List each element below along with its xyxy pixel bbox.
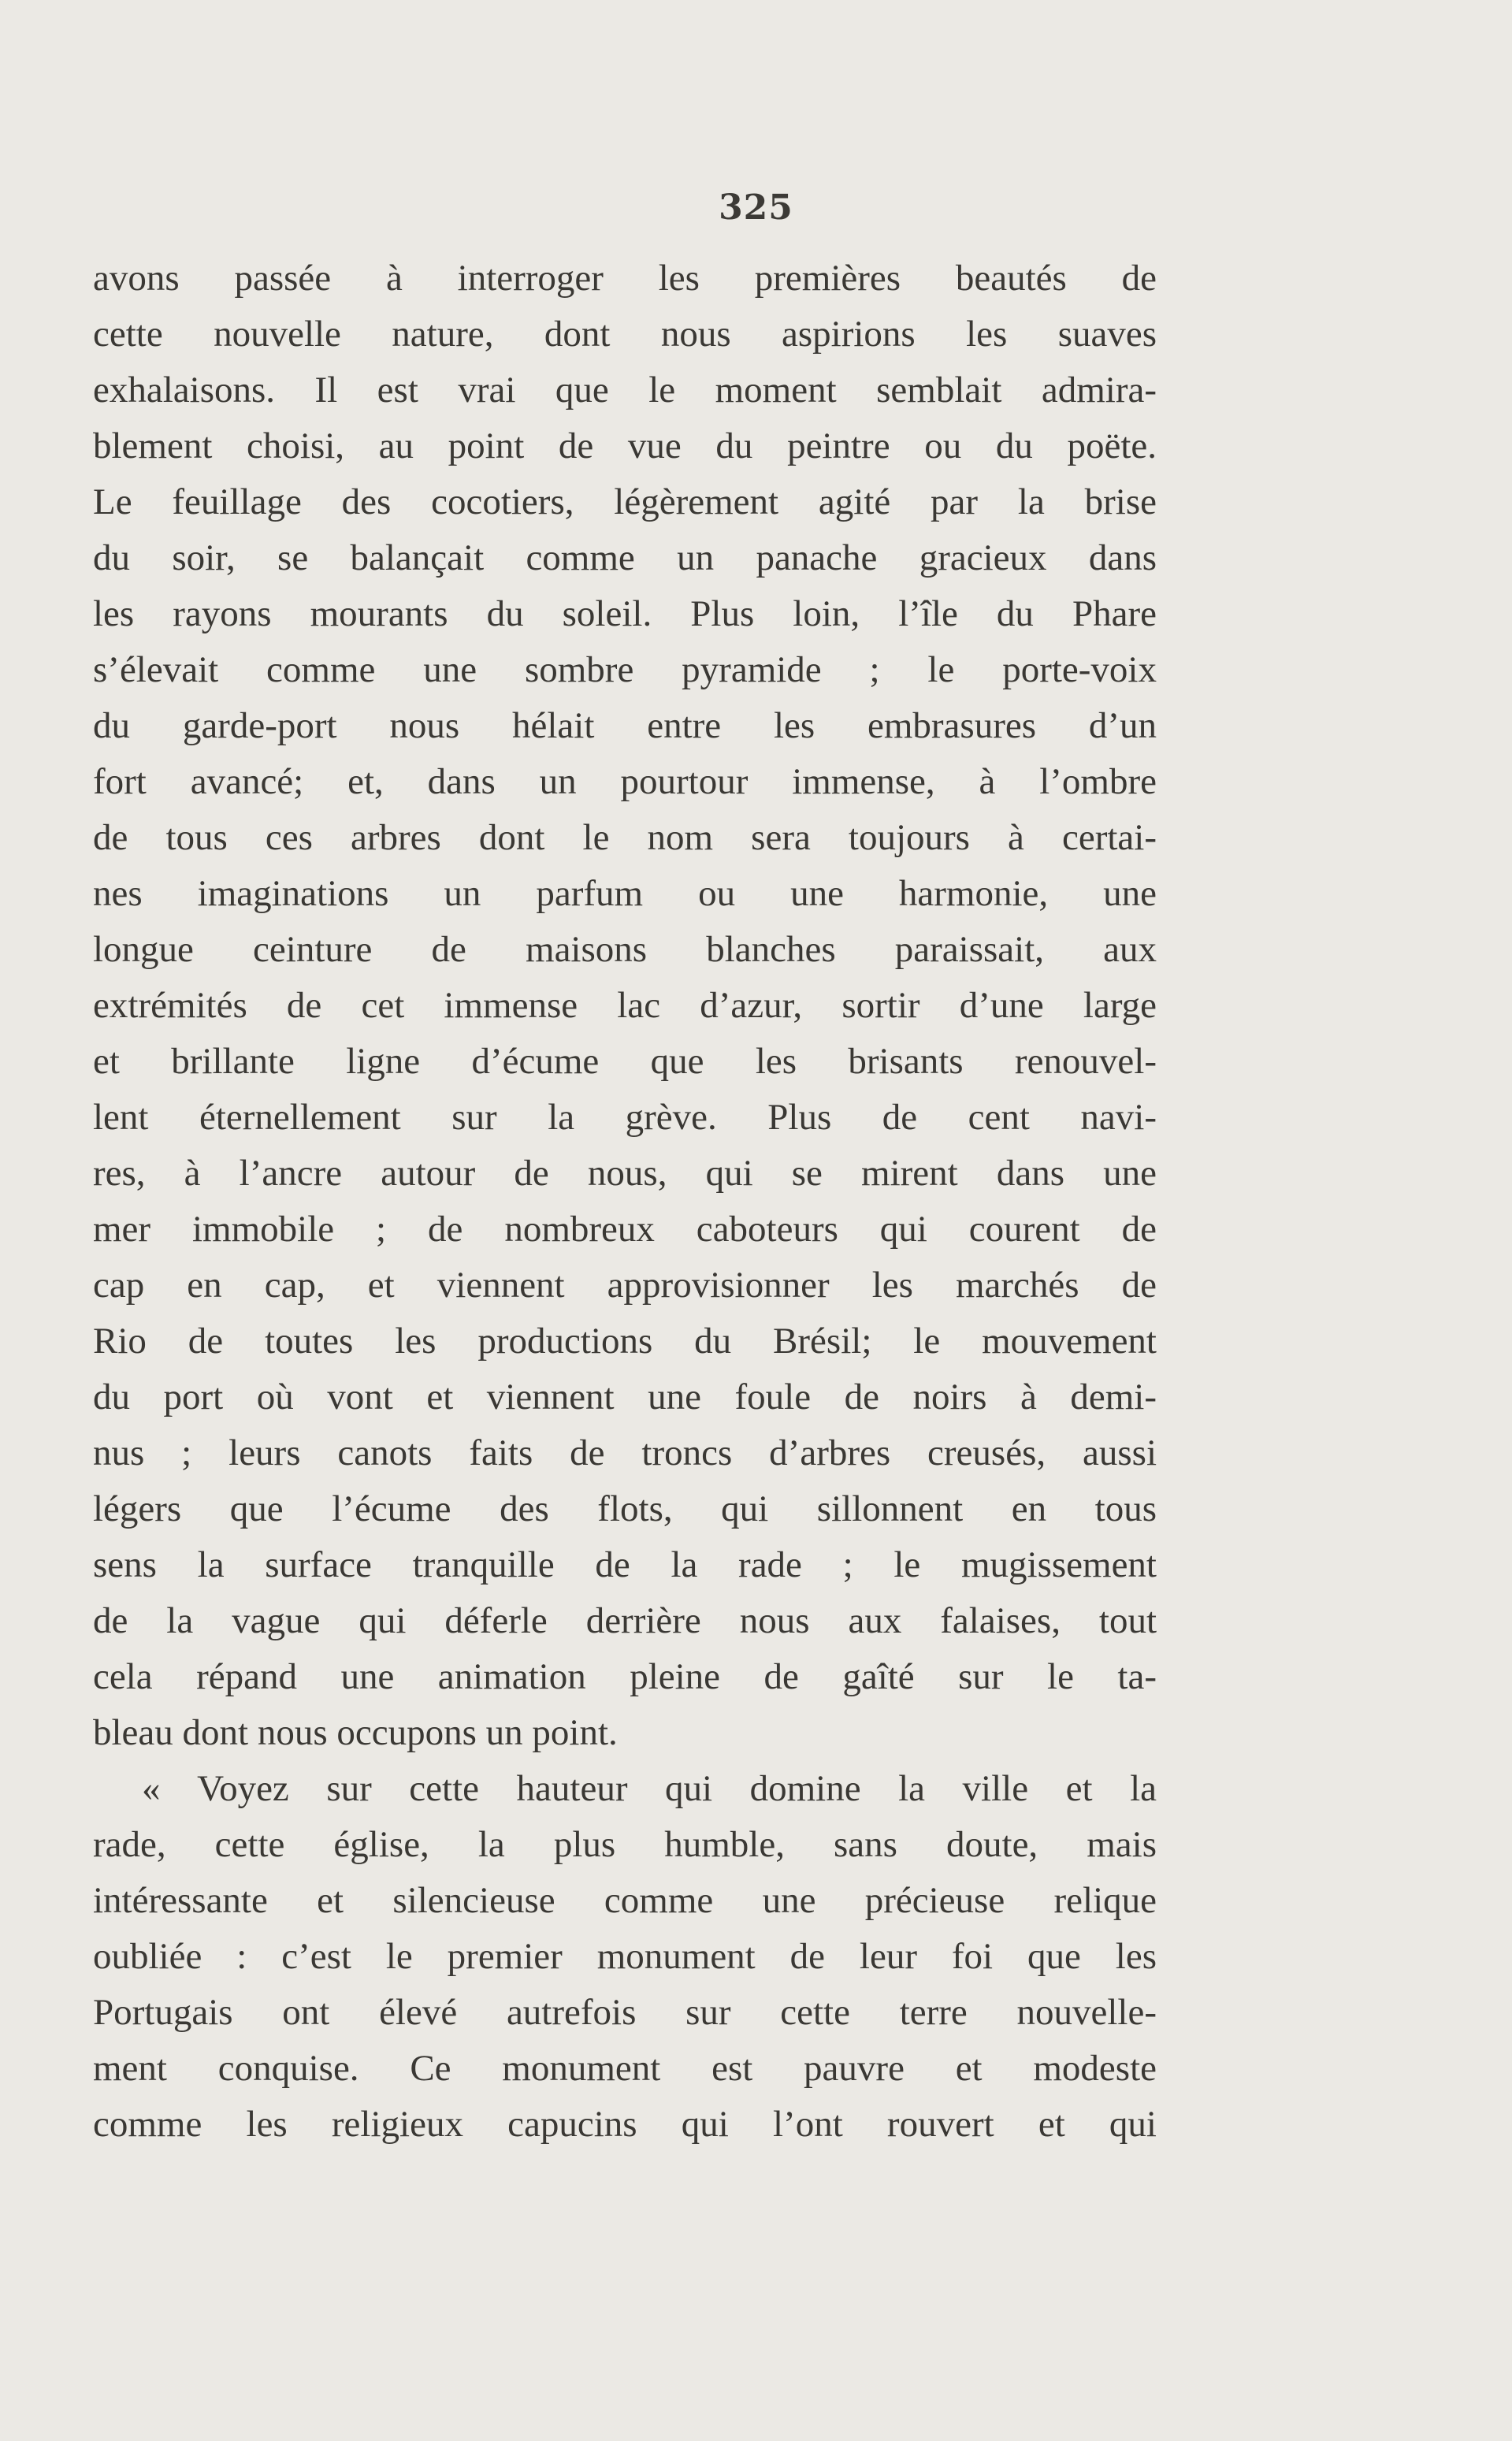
text-line: rade, cette église, la plus humble, sans doute, mais	[93, 1824, 1157, 1865]
text-line: bleau dont nous occupons un point.	[93, 1712, 618, 1753]
text-line: du port où vont et viennent une foule de noirs à demi-	[93, 1377, 1157, 1417]
text-line: ment conquise. Ce monument est pauvre et modeste	[93, 2048, 1157, 2089]
text-line: « Voyez sur cette hauteur qui domine la ville et la	[142, 1768, 1157, 1809]
text-line: les rayons mourants du soleil. Plus loin, l’île du Phare	[93, 593, 1157, 634]
text-line: intéressante et silencieuse comme une précieuse relique	[93, 1880, 1157, 1921]
paragraph	[93, 1761, 1157, 2153]
text-line: légers que l’écume des flots, qui sillonnent en tous	[93, 1488, 1157, 1529]
text-line: et brillante ligne d’écume que les brisants renouvel-	[93, 1041, 1157, 1082]
text-line: res, à l’ancre autour de nous, qui se mirent dans une	[93, 1153, 1157, 1194]
paragraph	[93, 251, 1157, 1761]
body-text	[93, 251, 1157, 2153]
text-line: du garde-port nous hélait entre les embrasures d’un	[93, 705, 1157, 746]
text-line: lent éternellement sur la grève. Plus de cent navi-	[93, 1097, 1157, 1138]
page-number: 325	[719, 188, 793, 228]
text-line: de tous ces arbres dont le nom sera toujours à certai-	[93, 817, 1157, 858]
text-line: Rio de toutes les productions du Brésil; le mouvement	[93, 1321, 1157, 1362]
text-line: blement choisi, au point de vue du peintre ou du poëte.	[93, 425, 1157, 466]
text-line: exhalaisons. Il est vrai que le moment semblait admira-	[93, 370, 1157, 411]
text-line: fort avancé; et, dans un pourtour immense, à l’ombre	[93, 761, 1157, 802]
text-line: cette nouvelle nature, dont nous aspirions les suaves	[93, 314, 1157, 355]
text-line: du soir, se balançait comme un panache gracieux dans	[93, 537, 1157, 578]
text-line: avons passée à interroger les premières beautés de	[93, 258, 1157, 299]
text-line: nus ; leurs canots faits de troncs d’arbres creusés, aussi	[93, 1432, 1157, 1473]
text-line: nes imaginations un parfum ou une harmonie, une	[93, 873, 1157, 914]
text-line: de la vague qui déferle derrière nous aux falaises, tout	[93, 1600, 1157, 1641]
text-line: cap en cap, et viennent approvisionner les marchés de	[93, 1265, 1157, 1306]
text-line: Portugais ont élevé autrefois sur cette terre nouvelle-	[93, 1992, 1157, 2033]
text-line: oubliée : c’est le premier monument de leur foi que les	[93, 1936, 1157, 1977]
text-line: Le feuillage des cocotiers, légèrement agité par la brise	[93, 481, 1157, 522]
text-line: sens la surface tranquille de la rade ; le mugissement	[93, 1544, 1157, 1585]
text-line: comme les religieux capucins qui l’ont rouvert et qui	[93, 2104, 1157, 2145]
text-line: cela répand une animation pleine de gaîté sur le ta-	[93, 1656, 1157, 1697]
text-line: longue ceinture de maisons blanches paraissait, aux	[93, 929, 1157, 970]
text-line: extrémités de cet immense lac d’azur, sortir d’une large	[93, 985, 1157, 1026]
text-line: s’élevait comme une sombre pyramide ; le porte-voix	[93, 649, 1157, 690]
text-line: mer immobile ; de nombreux caboteurs qui courent de	[93, 1209, 1157, 1250]
